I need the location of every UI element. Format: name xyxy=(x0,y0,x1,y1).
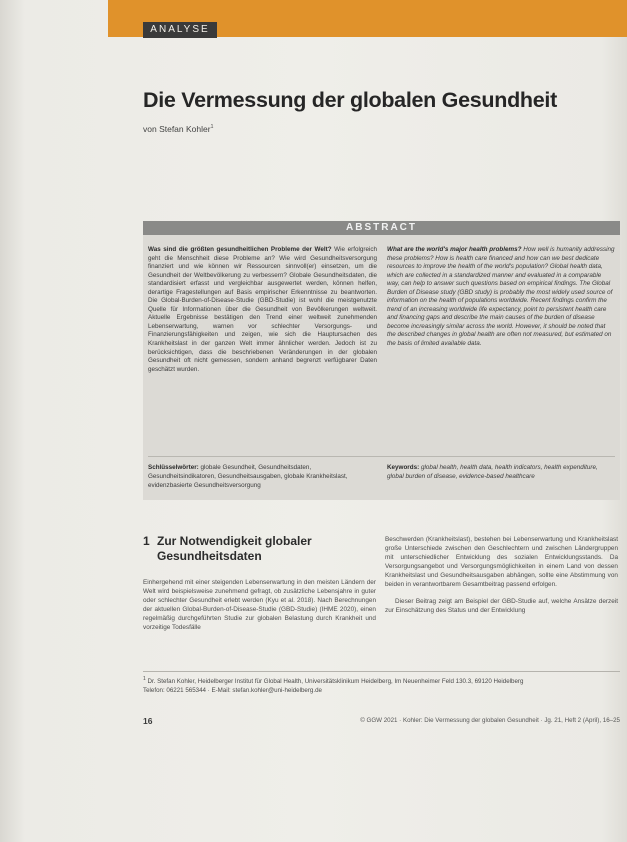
section-title-line2: Gesundheitsdaten xyxy=(157,549,262,563)
footnote-divider xyxy=(143,671,620,672)
abstract-german-question: Was sind die größten gesundheitlichen Probleme der Welt? xyxy=(148,246,332,253)
footnote-marker: 1 xyxy=(143,676,146,682)
section-tag: ANALYSE xyxy=(143,22,217,38)
body-paragraph: Einhergehend mit einer steigenden Lebenserwartung in den meisten Ländern der Welt wird beispielsweise zunehmend gefragt, ob zusätzliche Lebensjahre in guter oder schlechter Gesundheit erlebt werden (Kyu et al. 2018). Nach Berechnungen der aktuellen Global-Burden-of-Disease-Studie (GBD-Studie) (IHME 2020), einen regelmäßig durchgeführten Studie zur globalen Belastung durch Krankheit und vorzeitige Todesfälle xyxy=(143,579,376,632)
keywords-german-text: globale Gesundheit, Gesundheitsdaten, Gesundheitsindikatoren, Gesundheitsausgaben, globale Krankheitslast, evidenzbasierte Gesundheitsversorgung xyxy=(148,464,348,489)
article-title: Die Vermessung der globalen Gesundheit xyxy=(143,88,557,112)
keywords-german-label: Schlüsselwörter: xyxy=(148,464,199,471)
article-author xyxy=(143,124,213,134)
body-column-left xyxy=(143,578,376,640)
abstract-label: ABSTRACT xyxy=(346,222,417,233)
abstract-divider xyxy=(148,456,615,457)
author-name: von Stefan Kohler xyxy=(143,124,211,134)
abstract-english-text: How well is humanity addressing these problems? How is health care financed and how can we best dedicate resources to improve the health of the world's population? Global health data, which are collected in a standardized manner and evaluated in a comparable way, can help to answer such questions based on empirical findings. The Global Burden of Disease study (GBD study) is probably the most widely used source of information on the health of populations worldwide. Recent findings confirm the trend of an increasing worldwide life expectancy, point to persistent health care and financing gaps and describe the main causes of the burden of disease become increasingly similar across the world. However, it should be noted that the described changes in global health are often not measured, but estimated on the basis of limited available data. xyxy=(387,246,615,348)
keywords-german xyxy=(148,463,377,490)
keywords-english-label: Keywords: xyxy=(387,464,420,471)
section-title-line1: Zur Notwendigkeit globaler xyxy=(157,534,312,548)
footnote-line2: Telefon: 06221 565344 · E-Mail: stefan.kohler@uni-heidelberg.de xyxy=(143,686,322,694)
section-heading xyxy=(143,534,373,564)
abstract-english xyxy=(387,246,615,349)
body-column-right xyxy=(385,535,618,622)
abstract-english-question: What are the world's major health problems? xyxy=(387,246,522,253)
abstract-german-text: Wie erfolgreich geht die Menschheit diese Probleme an? Wie wird Gesundheitsversorgung finanziert und wie können wir Ressourcen sinnvoll(er) einsetzen, um die Gesundheit der Weltbevölkerung zu verbessern? Globale Gesundheitsdaten, die standardisiert erfasst und vergleichbar ausgewertet werden, können helfen, derartige Fragestellungen auf Basis empirischer Erkenntnisse zu beantworten. Die Global-Burden-of-Disease-Studie (GBD-Studie) ist wohl die meistgenutzte Quelle für Informationen über die Gesundheit von Bevölkerungen weltweit. Aktuelle Ergebnisse bestätigen den Trend einer weltweit zunehmenden Lebenserwartung, warnen vor schlechter Versorgungs- und Finanzierungsfähigkeiten und zeigen, wie sich die Hauptursachen des Krankheitslast in der ganzen Welt immer ähnlicher werden. Jedoch ist zu berücksichtigen, dass die beschriebenen Veränderungen in der globalen Gesundheit oft nicht gemessen, sondern anhand begrenzt verfügbarer Daten geschätzt wurden. xyxy=(148,246,377,373)
abstract-german xyxy=(148,246,377,374)
keywords-english xyxy=(387,463,615,481)
page-number: 16 xyxy=(143,716,153,726)
section-number: 1 xyxy=(143,534,150,548)
footer-citation: © GGW 2021 · Kohler: Die Vermessung der globalen Gesundheit · Jg. 21, Heft 2 (April), 16–25 xyxy=(360,717,620,724)
body-paragraph: Beschwerden (Krankheitslast), bestehen bei Lebenserwartung und Krankheitslast große Unterschiede zwischen den Geschlechtern und zwischen Ländergruppen mit unterschiedlicher Entwicklung des sozialen Entwicklungsstands. Da Versorgungsangebot und Versorgungsmöglichkeiten in einem Land von dessen Krankheitslast und Gesundheitsausgaben abhängen, sollte eine Abstimmung von beiden in verantwortbarem Gesamtbeitrag passend erfolgen. xyxy=(385,536,618,589)
abstract-header-band xyxy=(143,221,620,235)
author-footnote-marker: 1 xyxy=(210,124,214,131)
body-paragraph: Dieser Beitrag zeigt am Beispiel der GBD-Studie auf, welche Ansätze derzeit zur Einschätzung des Status und der Entwicklung xyxy=(385,597,618,614)
keywords-english-text: global health, health data, health indicators, health expenditure, global burden of disease, evidence-based healthcare xyxy=(387,464,598,480)
footnote xyxy=(143,675,613,695)
footnote-line1: Dr. Stefan Kohler, Heidelberger Institut für Global Health, Universitätsklinikum Heidelberg, Im Neuenheimer Feld 130.3, 69120 Heidelberg xyxy=(147,678,524,686)
